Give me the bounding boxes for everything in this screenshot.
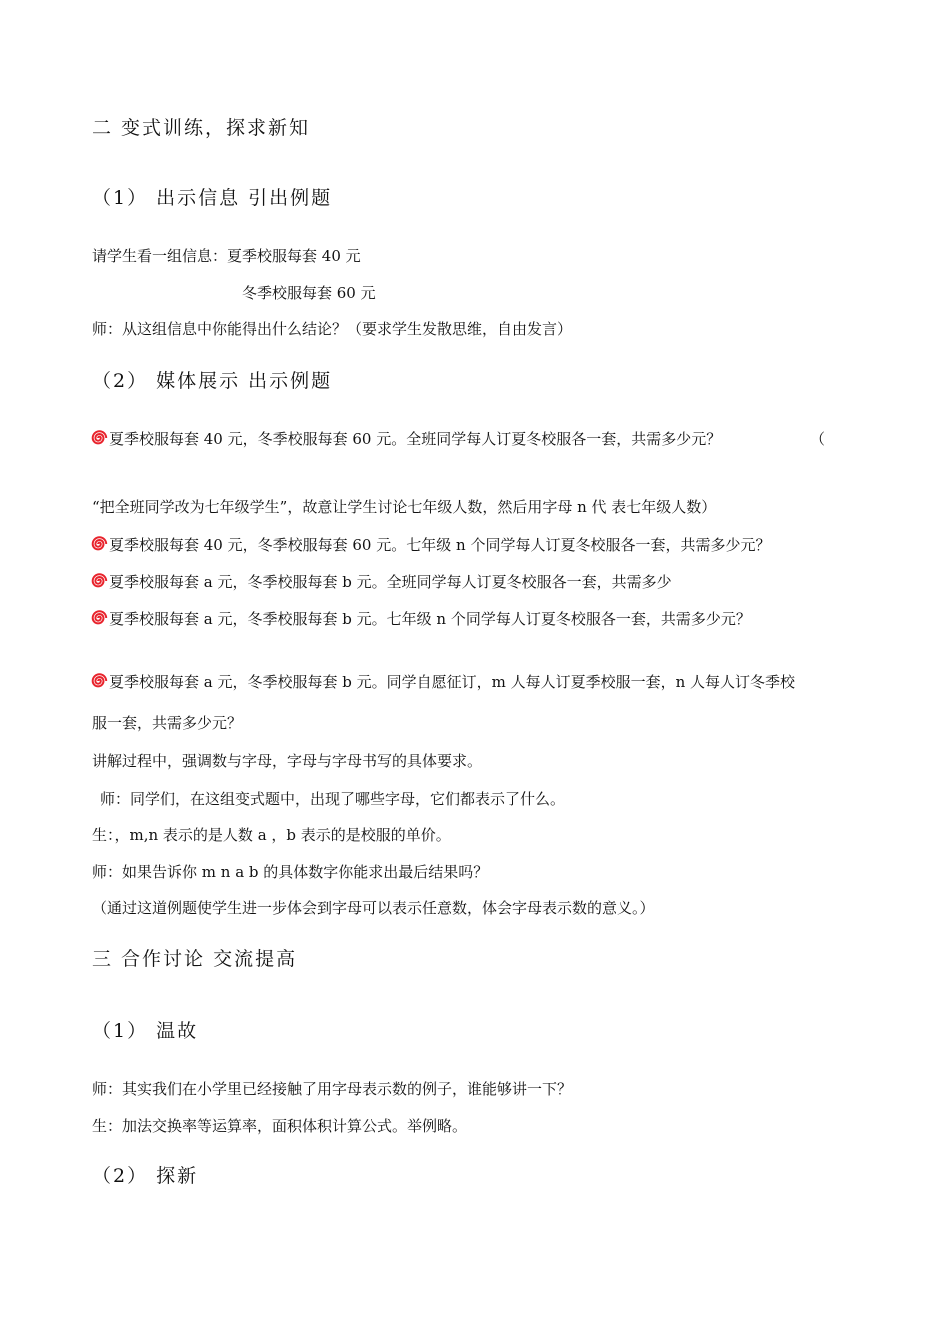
example-4 bbox=[90, 609, 751, 629]
explanation: 讲解过程中，强调数与字母，字母与字母书写的具体要求。 bbox=[92, 752, 483, 770]
example-4-text: 夏季校服每套 a 元，冬季校服每套 b 元。七年级 n 个同学每人订夏冬校服各一套，共需多少元？ bbox=[109, 610, 751, 628]
example-5-text: 夏季校服每套 a 元，冬季校服每套 b 元。同学自愿征订，m 人每人订夏季校服一套，n 人每人订冬季校 bbox=[109, 673, 796, 691]
teacher-question-4: 师：其实我们在小学里已经接触了用字母表示数的例子，谁能够讲一下？ bbox=[92, 1080, 573, 1098]
teacher-question-3: 师：如果告诉你 m n a b 的具体数字你能求出最后结果吗？ bbox=[92, 863, 489, 881]
teacher-question-2: 师：同学们，在这组变式题中，出现了哪些字母，它们都表示了什么。 bbox=[100, 790, 566, 808]
spiral-bullet-icon bbox=[90, 672, 108, 690]
example-3-text: 夏季校服每套 a 元，冬季校服每套 b 元。全班同学每人订夏冬校服各一套，共需多少 bbox=[109, 573, 672, 591]
example-5-continued: 服一套，共需多少元？ bbox=[92, 714, 243, 732]
note-1: “把全班同学改为七年级学生”，故意让学生讨论七年级人数，然后用字母 n 代 表七年级人数） bbox=[92, 498, 717, 516]
example-5 bbox=[90, 672, 795, 692]
spiral-bullet-icon bbox=[90, 429, 108, 447]
example-1 bbox=[90, 429, 721, 449]
example-1-text: 夏季校服每套 40 元，冬季校服每套 60 元。全班同学每人订夏冬校服各一套，共需多少元？ bbox=[109, 430, 722, 448]
info-intro: 请学生看一组信息：夏季校服每套 40 元 bbox=[92, 247, 361, 265]
spiral-bullet-icon bbox=[90, 535, 108, 553]
example-3 bbox=[90, 572, 672, 592]
subsection-1-heading: （1） 出示信息 引出例题 bbox=[92, 187, 333, 209]
spiral-bullet-icon bbox=[90, 572, 108, 590]
teacher-question-1: 师：从这组信息中你能得出什么结论？（要求学生发散思维，自由发言） bbox=[92, 320, 573, 338]
section-3-heading: 三 合作讨论 交流提高 bbox=[92, 948, 298, 970]
example-2-text: 夏季校服每套 40 元，冬季校服每套 60 元。七年级 n 个同学每人订夏冬校服各一套，共需多少元？ bbox=[109, 536, 771, 554]
student-answer-2: 生：，m,n 表示的是人数 a ，b 表示的是校服的单价。 bbox=[92, 826, 451, 844]
summary-note: （通过这道例题使学生进一步体会到字母可以表示任意数，体会字母表示数的意义。） bbox=[92, 899, 655, 917]
section-3-subsection-2: （2） 探新 bbox=[92, 1165, 199, 1187]
spiral-bullet-icon bbox=[90, 609, 108, 627]
student-answer-4: 生：加法交换率等运算率，面积体积计算公式。举例略。 bbox=[92, 1117, 468, 1135]
subsection-2-heading: （2） 媒体展示 出示例题 bbox=[92, 370, 333, 392]
section-2-heading: 二 变式训练，探求新知 bbox=[92, 117, 311, 139]
section-3-subsection-1: （1） 温故 bbox=[92, 1020, 199, 1042]
info-line-2: 冬季校服每套 60 元 bbox=[242, 284, 376, 302]
example-2 bbox=[90, 535, 770, 555]
example-1-paren: （ bbox=[810, 430, 826, 448]
